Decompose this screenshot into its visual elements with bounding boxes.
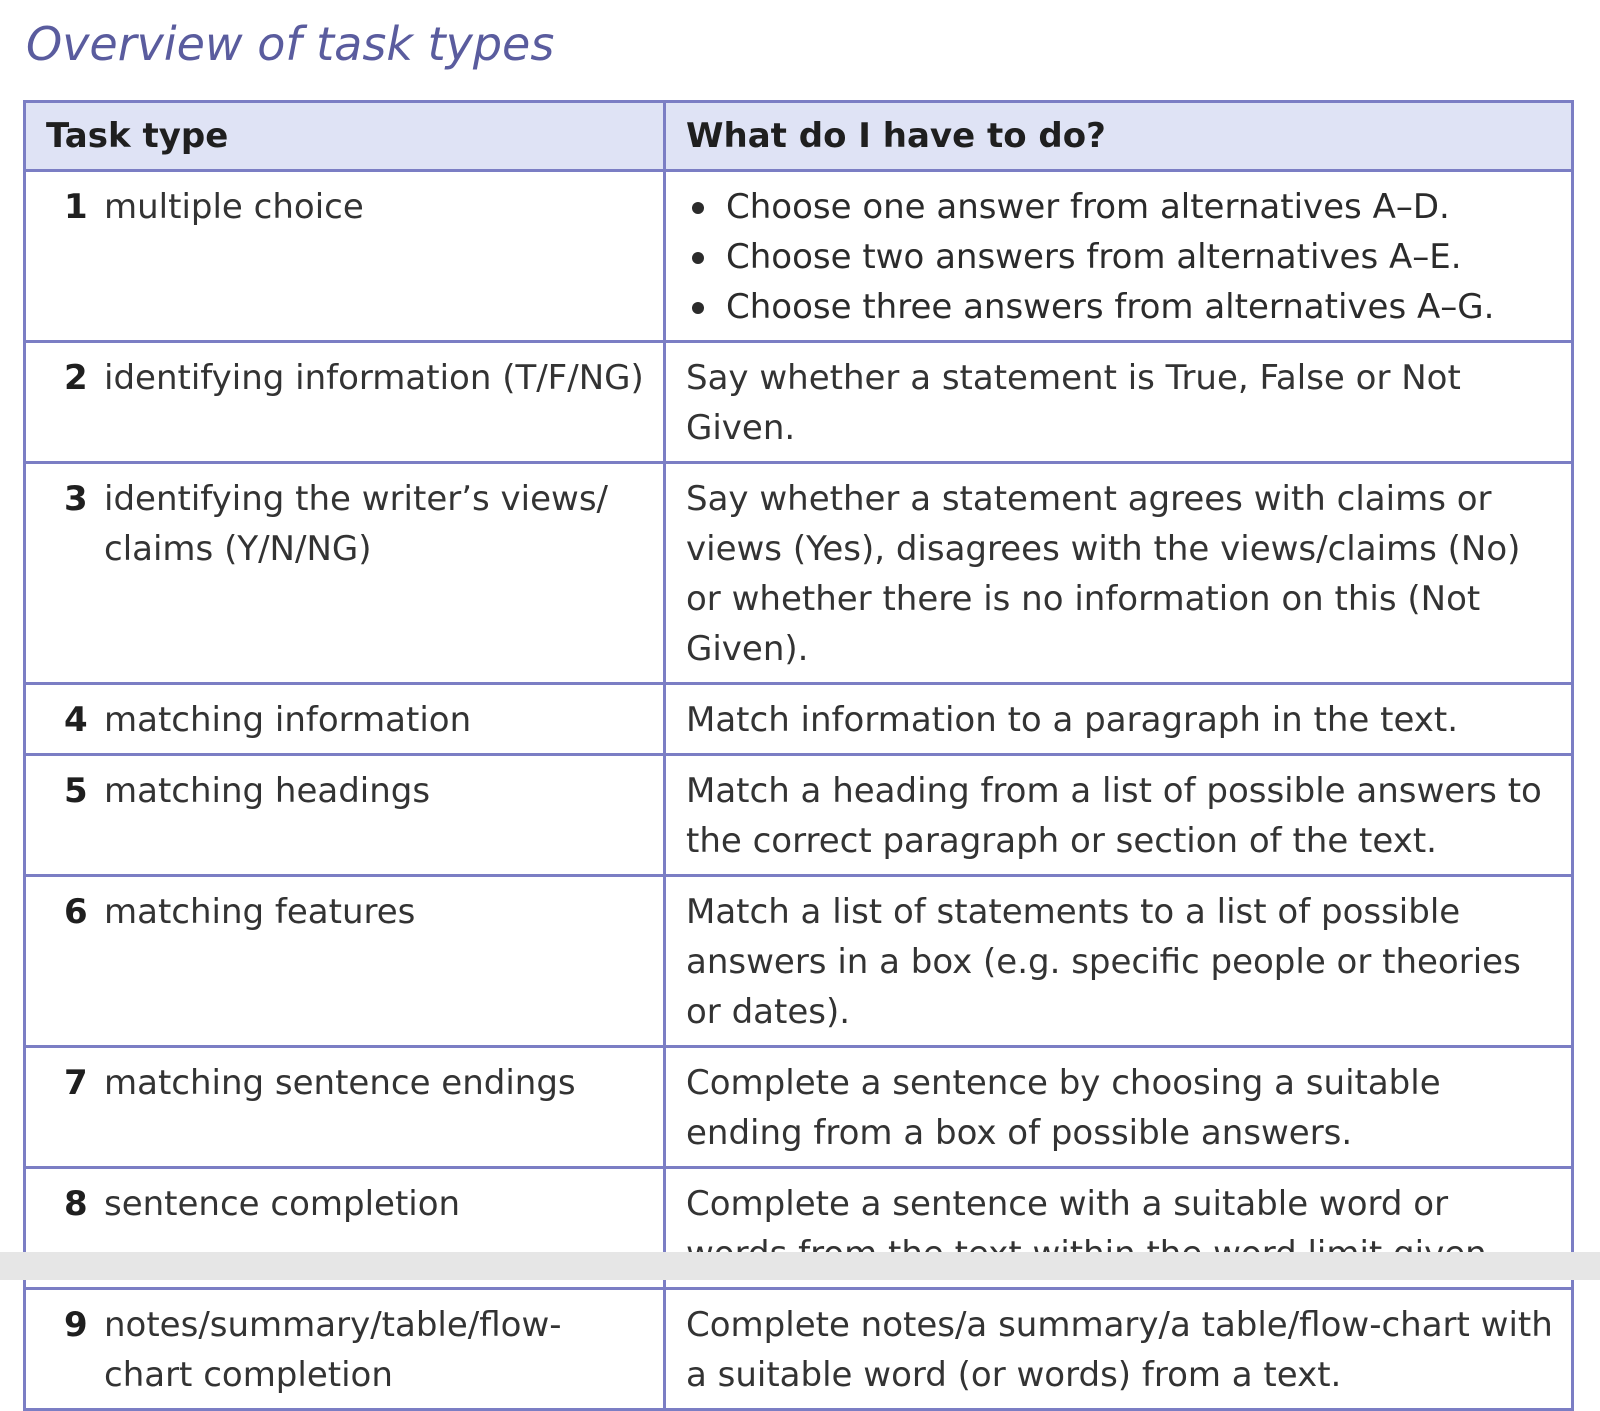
bullet-item xyxy=(686,282,1555,332)
bullet-text: Choose one answer from alternatives A–D. xyxy=(726,187,1450,227)
task-number: 4 xyxy=(64,700,88,740)
task-description-cell: Say whether a statement is True, False or Not Given. xyxy=(665,342,1573,463)
table-row xyxy=(25,171,1573,342)
task-type-name: identifying information (T/F/NG) xyxy=(104,358,644,398)
task-number: 5 xyxy=(64,771,88,811)
bullet-text: Choose two answers from alternatives A–E. xyxy=(726,237,1462,277)
table-row xyxy=(25,755,1573,876)
task-type-cell xyxy=(25,1289,665,1410)
bullet-icon xyxy=(692,202,704,214)
task-description-cell: Say whether a statement agrees with claims or views (Yes), disagrees with the views/claims (No) or whether there is no information on this (Not Given). xyxy=(665,463,1573,684)
task-type-name: sentence completion xyxy=(104,1184,461,1224)
task-description-cell xyxy=(665,171,1573,342)
task-description-cell: Complete notes/a summary/a table/flow-chart with a suitable word (or words) from a text. xyxy=(665,1289,1573,1410)
task-type-cell xyxy=(25,1047,665,1168)
task-type-cell xyxy=(25,876,665,1047)
table-header-row xyxy=(25,102,1573,171)
task-description-cell: Complete a sentence with a suitable word or xyxy=(665,1168,1573,1289)
task-type-name: multiple choice xyxy=(104,187,364,227)
task-type-name: identifying the writer’s views/ claims (Y/N/NG) xyxy=(104,479,609,569)
table-row xyxy=(25,684,1573,755)
bullet-icon xyxy=(692,252,704,264)
table-row xyxy=(25,876,1573,1047)
task-type-name: matching information xyxy=(104,700,472,740)
task-number: 6 xyxy=(64,892,88,932)
header-what-to-do: What do I have to do? xyxy=(665,102,1573,171)
table-row xyxy=(25,342,1573,463)
task-type-cell xyxy=(25,171,665,342)
bullet-list xyxy=(686,182,1555,332)
table-row xyxy=(25,463,1573,684)
task-description-cell: Match information to a paragraph in the text. xyxy=(665,684,1573,755)
task-description-cell: Match a heading from a list of possible answers to the correct paragraph or section of the text. xyxy=(665,755,1573,876)
bullet-text: Choose three answers from alternatives A–G. xyxy=(726,287,1495,327)
task-type-name: matching sentence endings xyxy=(104,1063,576,1103)
table-row xyxy=(25,1289,1573,1410)
table-row xyxy=(25,1047,1573,1168)
task-number: 8 xyxy=(64,1184,88,1224)
task-type-name: matching headings xyxy=(104,771,431,811)
task-type-cell xyxy=(25,463,665,684)
task-type-cell xyxy=(25,342,665,463)
task-type-cell xyxy=(25,755,665,876)
task-number: 1 xyxy=(64,187,88,227)
task-type-cell xyxy=(25,684,665,755)
page-bottom-edge xyxy=(0,1252,1600,1280)
task-type-name: notes/summary/table/flow-chart completion xyxy=(104,1305,562,1395)
task-number: 7 xyxy=(64,1063,88,1103)
page-title: Overview of task types xyxy=(26,17,555,71)
task-number: 2 xyxy=(64,358,88,398)
bullet-item xyxy=(686,232,1555,282)
task-number: 3 xyxy=(64,479,88,519)
task-number: 9 xyxy=(64,1305,88,1345)
task-description-cell: Match a list of statements to a list of possible answers in a box (e.g. specific people or theories or dates). xyxy=(665,876,1573,1047)
bullet-item xyxy=(686,182,1555,232)
bullet-icon xyxy=(692,302,704,314)
task-description-cell: Complete a sentence by choosing a suitable ending from a box of possible answers. xyxy=(665,1047,1573,1168)
task-types-table xyxy=(23,100,1574,1411)
header-task-type: Task type xyxy=(25,102,665,171)
task-type-name: matching features xyxy=(104,892,416,932)
